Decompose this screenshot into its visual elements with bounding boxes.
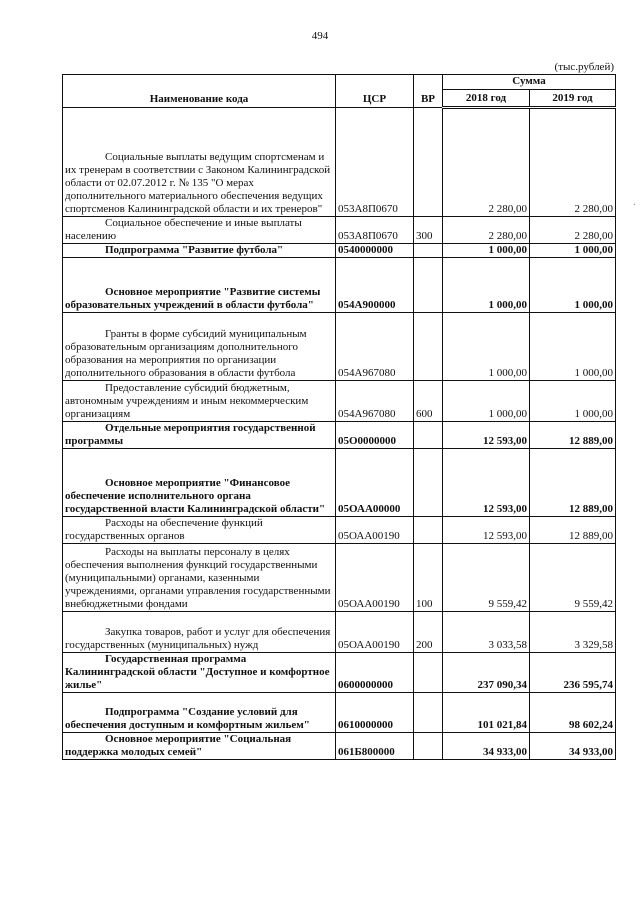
table-row (63, 612, 616, 653)
row-sum-2018: 12 593,00 (443, 449, 530, 517)
row-csr: 05ОАА00000 (336, 449, 414, 517)
row-name: Расходы на выплаты персоналу в целях обеспечения выполнения функций государственными (муниципальными) органами, казенными учреждениями, органами управления государственными внебюджетными фондами (63, 544, 336, 612)
table-row (63, 244, 616, 258)
row-csr: 05ОАА00190 (336, 517, 414, 544)
row-csr: 061Б800000 (336, 733, 414, 760)
row-name: Основное мероприятие "Развитие системы образовательных учреждений в области футбола" (63, 258, 336, 313)
row-name: Основное мероприятие "Финансовое обеспечение исполнительного органа государственной власти Калининградской области" (63, 449, 336, 517)
margin-mark: · (632, 200, 636, 211)
header-2019: 2019 год (530, 90, 616, 108)
row-vr (414, 653, 443, 693)
header-sum: Сумма (443, 75, 616, 90)
table-row (63, 733, 616, 760)
row-sum-2019: 9 559,42 (530, 544, 616, 612)
table-row (63, 517, 616, 544)
table-row (63, 217, 616, 244)
row-csr: 054А967080 (336, 381, 414, 422)
row-vr (414, 449, 443, 517)
row-sum-2018: 1 000,00 (443, 381, 530, 422)
row-sum-2018: 9 559,42 (443, 544, 530, 612)
row-csr: 05ОАА00190 (336, 612, 414, 653)
table-row (63, 693, 616, 733)
row-vr (414, 244, 443, 258)
row-sum-2019: 12 889,00 (530, 422, 616, 449)
page-number: 494 (311, 30, 329, 42)
row-sum-2018: 12 593,00 (443, 517, 530, 544)
table-row (63, 381, 616, 422)
row-name: Основное мероприятие "Социальная поддержка молодых семей" (63, 733, 336, 760)
row-sum-2018: 101 021,84 (443, 693, 530, 733)
row-name: Государственная программа Калининградской области "Доступное и комфортное жилье" (63, 653, 336, 693)
row-name: Отдельные мероприятия государственной программы (63, 422, 336, 449)
table-row (63, 544, 616, 612)
table-row (63, 653, 616, 693)
row-csr: 05О0000000 (336, 422, 414, 449)
row-sum-2019: 1 000,00 (530, 258, 616, 313)
row-sum-2018: 12 593,00 (443, 422, 530, 449)
table-row (63, 258, 616, 313)
table-row (63, 108, 616, 217)
row-sum-2018: 2 280,00 (443, 217, 530, 244)
row-vr (414, 422, 443, 449)
table-row (63, 449, 616, 517)
row-sum-2019: 2 280,00 (530, 217, 616, 244)
row-sum-2019: 12 889,00 (530, 517, 616, 544)
row-sum-2019: 34 933,00 (530, 733, 616, 760)
row-name: Социальные выплаты ведущим спортсменам и их тренерам в соответствии с Законом Калининградской области от 02.07.2012 г. № 135 "О мерах дополнительного материального обеспечения ведущих спортсменов Калининградской области и их тренеров" (63, 108, 336, 217)
row-vr (414, 108, 443, 217)
row-vr (414, 693, 443, 733)
header-csr: ЦСР (336, 75, 414, 108)
row-sum-2018: 1 000,00 (443, 258, 530, 313)
row-sum-2019: 1 000,00 (530, 244, 616, 258)
row-name: Подпрограмма "Создание условий для обеспечения доступным и комфортным жильем" (63, 693, 336, 733)
row-sum-2019: 1 000,00 (530, 313, 616, 381)
row-vr (414, 733, 443, 760)
table-row (63, 422, 616, 449)
row-csr: 0610000000 (336, 693, 414, 733)
row-sum-2019: 3 329,58 (530, 612, 616, 653)
row-vr (414, 258, 443, 313)
row-sum-2019: 12 889,00 (530, 449, 616, 517)
row-name: Закупка товаров, работ и услуг для обеспечения государственных (муниципальных) нужд (63, 612, 336, 653)
row-sum-2018: 2 280,00 (443, 108, 530, 217)
row-name: Предоставление субсидий бюджетным, автономным учреждениям и иным некоммерческим организациям (63, 381, 336, 422)
row-sum-2019: 98 602,24 (530, 693, 616, 733)
row-name: Расходы на обеспечение функций государственных органов (63, 517, 336, 544)
row-sum-2019: 1 000,00 (530, 381, 616, 422)
row-vr: 200 (414, 612, 443, 653)
table-body (63, 108, 616, 760)
row-csr: 054А900000 (336, 258, 414, 313)
header-name: Наименование кода (63, 75, 336, 108)
row-csr: 053А8П0670 (336, 108, 414, 217)
units-label: (тыс.рублей) (554, 61, 614, 73)
row-sum-2018: 237 090,34 (443, 653, 530, 693)
header-vr: ВР (414, 75, 443, 108)
header-2018: 2018 год (443, 90, 530, 108)
row-vr: 300 (414, 217, 443, 244)
row-csr: 05ОАА00190 (336, 544, 414, 612)
header-row-top (63, 75, 616, 90)
row-sum-2019: 236 595,74 (530, 653, 616, 693)
row-sum-2018: 1 000,00 (443, 244, 530, 258)
row-sum-2019: 2 280,00 (530, 108, 616, 217)
row-name: Социальное обеспечение и иные выплаты населению (63, 217, 336, 244)
row-vr: 600 (414, 381, 443, 422)
row-name: Подпрограмма "Развитие футбола" (63, 244, 336, 258)
row-name: Гранты в форме субсидий муниципальным образовательным организациям дополнительного образования на мероприятия по организации дополнительного образования в области футбола (63, 313, 336, 381)
row-vr (414, 517, 443, 544)
row-sum-2018: 1 000,00 (443, 313, 530, 381)
row-csr: 0540000000 (336, 244, 414, 258)
budget-table (62, 74, 616, 760)
row-csr: 0600000000 (336, 653, 414, 693)
row-csr: 053А8П0670 (336, 217, 414, 244)
table-row (63, 313, 616, 381)
row-vr: 100 (414, 544, 443, 612)
row-sum-2018: 3 033,58 (443, 612, 530, 653)
row-sum-2018: 34 933,00 (443, 733, 530, 760)
row-vr (414, 313, 443, 381)
row-csr: 054А967080 (336, 313, 414, 381)
